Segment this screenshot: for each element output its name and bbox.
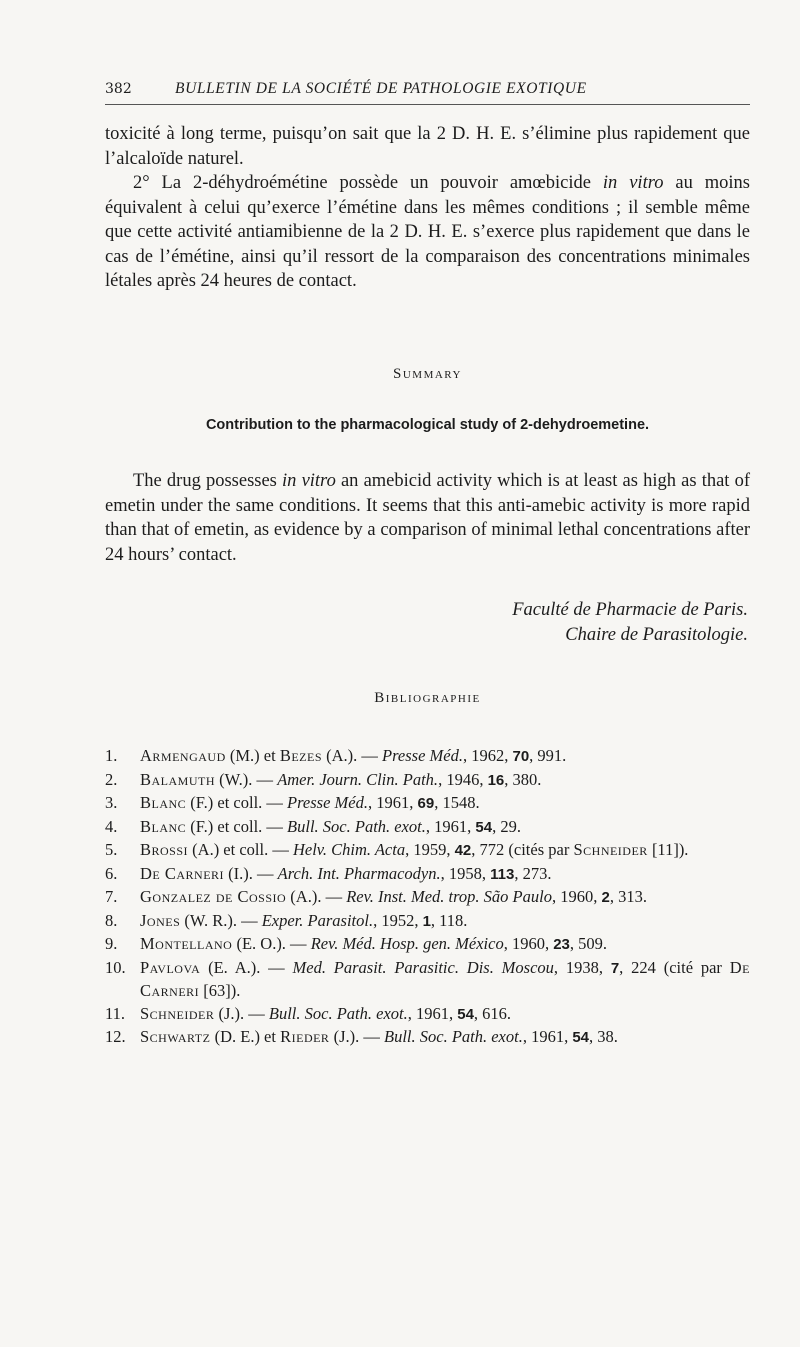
reference-author: Montellano bbox=[140, 934, 233, 953]
reference-cited-ref: [63]). bbox=[199, 981, 241, 1000]
summary-start: The drug possesses bbox=[133, 471, 283, 491]
reference-pages: , 29. bbox=[492, 816, 521, 836]
running-header bbox=[105, 78, 750, 100]
reference-author: De Carneri bbox=[140, 863, 225, 883]
reference-body bbox=[140, 1003, 750, 1027]
reference-cited-author: Schneider bbox=[573, 840, 648, 859]
reference-item bbox=[105, 745, 750, 769]
reference-year: , 1961, bbox=[368, 793, 418, 812]
reference-journal: Med. Parasit. Parasitic. Dis. Moscou bbox=[292, 957, 554, 977]
reference-body bbox=[140, 1026, 750, 1050]
reference-journal: Bull. Soc. Path. exot. bbox=[287, 816, 426, 836]
reference-item bbox=[105, 886, 750, 910]
reference-text: (A.). — bbox=[322, 746, 383, 765]
summary-italic: in vitro bbox=[282, 471, 336, 491]
reference-text: (J.). — bbox=[329, 1027, 384, 1046]
header-rule bbox=[105, 104, 750, 105]
reference-pages: , 38. bbox=[589, 1027, 618, 1046]
reference-cited-ref: [11]). bbox=[647, 840, 689, 859]
reference-body bbox=[140, 863, 750, 887]
reference-pages: , 273. bbox=[514, 863, 552, 883]
reference-text: (E. O.). — bbox=[232, 934, 311, 953]
reference-number: 1. bbox=[105, 746, 118, 765]
reference-journal: Presse Méd. bbox=[287, 793, 368, 812]
reference-item bbox=[105, 863, 750, 887]
reference-body bbox=[140, 769, 750, 793]
reference-number: 9. bbox=[105, 934, 118, 953]
reference-author: Brossi bbox=[140, 840, 189, 859]
reference-item bbox=[105, 769, 750, 793]
reference-body bbox=[140, 910, 750, 934]
reference-pages: , 1548. bbox=[434, 793, 480, 812]
summary-text bbox=[105, 469, 750, 567]
reference-volume: 54 bbox=[475, 818, 493, 836]
paragraph-2 bbox=[105, 171, 750, 294]
reference-body bbox=[140, 839, 750, 863]
reference-text: (J.). — bbox=[214, 1003, 269, 1023]
reference-item bbox=[105, 792, 750, 816]
summary-subtitle: Contribution to the pharmacological study of 2-dehydroemetine. bbox=[205, 417, 650, 433]
reference-item bbox=[105, 957, 750, 1003]
reference-text: (F.) et coll. — bbox=[186, 816, 288, 836]
reference-body bbox=[140, 933, 750, 957]
reference-pages: , 772 (cités par bbox=[471, 840, 574, 859]
reference-text: (A.) et coll. — bbox=[188, 840, 293, 859]
reference-volume: 16 bbox=[487, 771, 505, 789]
reference-number: 7. bbox=[105, 887, 118, 906]
reference-author: Balamuth bbox=[140, 769, 215, 789]
reference-body bbox=[140, 886, 750, 910]
reference-number: 5. bbox=[105, 840, 118, 859]
reference-cited-author: De Carneri bbox=[140, 957, 750, 1000]
paragraph-2-end: au moins équivalent à celui qu’exerce l’émétine dans les mêmes conditions ; il semble même que cette activité antiamibienne de la 2 D. H. E. s’exerce plus rapidement que dans le cas de l’émétine, ainsi qu’il ressort de la comparaison des concentrations minimales létales après 24 heures de contact. bbox=[105, 173, 750, 291]
reference-volume: 113 bbox=[490, 865, 515, 883]
reference-author: Blanc bbox=[140, 816, 187, 836]
reference-volume: 7 bbox=[610, 959, 620, 977]
reference-journal: Bull. Soc. Path. exot. bbox=[268, 1003, 408, 1023]
reference-volume: 54 bbox=[457, 1005, 474, 1023]
reference-year: , 1946, bbox=[438, 769, 488, 789]
affiliation-line-1: Faculté de Pharmacie de Paris. bbox=[512, 600, 748, 620]
reference-author: Blanc bbox=[140, 793, 187, 812]
reference-coauthor: Bezes bbox=[279, 746, 322, 765]
reference-number: 10. bbox=[105, 957, 126, 977]
summary-paragraph bbox=[105, 469, 750, 567]
reference-year: , 1958, bbox=[440, 863, 491, 883]
reference-year: , 1960, bbox=[503, 934, 554, 953]
reference-pages: , 991. bbox=[529, 746, 567, 765]
reference-volume: 23 bbox=[553, 936, 570, 953]
reference-body bbox=[140, 816, 750, 840]
reference-text: (A.). — bbox=[286, 887, 347, 906]
reference-pages: , 313. bbox=[609, 887, 647, 906]
reference-text: (F.) et coll. — bbox=[186, 793, 288, 812]
reference-number: 4. bbox=[105, 816, 118, 836]
reference-text: (W.). — bbox=[215, 769, 278, 789]
reference-item bbox=[105, 1026, 750, 1050]
reference-journal: Exper. Parasitol. bbox=[261, 910, 374, 930]
reference-item bbox=[105, 816, 750, 840]
reference-year: , 1962, bbox=[462, 746, 513, 765]
reference-author: Gonzalez de Cossio bbox=[140, 887, 287, 906]
reference-item bbox=[105, 1003, 750, 1027]
reference-item bbox=[105, 933, 750, 957]
bibliography-list bbox=[105, 745, 750, 1050]
reference-body bbox=[140, 792, 750, 816]
reference-journal: Amer. Journ. Clin. Path. bbox=[277, 769, 439, 789]
page-number: 382 bbox=[105, 81, 132, 97]
paragraph-2-italic: in vitro bbox=[602, 173, 664, 193]
reference-number: 8. bbox=[105, 910, 118, 930]
reference-author: Schwartz bbox=[140, 1027, 211, 1046]
reference-number: 3. bbox=[105, 793, 118, 812]
reference-year: , 1938, bbox=[553, 957, 611, 977]
affiliation-line-2: Chaire de Parasitologie. bbox=[565, 624, 748, 645]
reference-text: (M.) et bbox=[225, 746, 280, 765]
reference-journal: Rev. Méd. Hosp. gen. México bbox=[310, 934, 504, 953]
reference-year: , 1952, bbox=[373, 910, 423, 930]
reference-journal: Arch. Int. Pharmacodyn. bbox=[277, 863, 441, 883]
reference-text: (I.). — bbox=[224, 863, 278, 883]
reference-body bbox=[140, 745, 750, 769]
reference-item bbox=[105, 910, 750, 934]
reference-author: Armengaud bbox=[140, 746, 226, 765]
journal-title: BULLETIN DE LA SOCIÉTÉ DE PATHOLOGIE EXOTIQUE bbox=[175, 80, 587, 97]
reference-volume: 2 bbox=[601, 889, 610, 906]
reference-coauthor: Rieder bbox=[280, 1027, 330, 1046]
reference-year: , 1961, bbox=[425, 816, 476, 836]
reference-journal: Bull. Soc. Path. exot. bbox=[384, 1027, 523, 1046]
affiliation bbox=[512, 598, 748, 647]
reference-year: , 1959, bbox=[405, 840, 455, 859]
reference-number: 11. bbox=[105, 1003, 126, 1023]
paragraph-1: toxicité à long terme, puisqu’on sait que la 2 D. H. E. s’élimine plus rapidement que l’alcaloïde naturel. bbox=[105, 124, 750, 169]
reference-journal: Presse Méd. bbox=[382, 746, 463, 765]
reference-year: , 1961, bbox=[522, 1027, 573, 1046]
reference-number: 2. bbox=[105, 769, 118, 789]
summary-heading: Summary bbox=[393, 366, 462, 382]
reference-volume: 54 bbox=[572, 1029, 590, 1046]
reference-author: Pavlova bbox=[140, 957, 201, 977]
reference-text: (W. R.). — bbox=[180, 910, 262, 930]
reference-journal: Rev. Inst. Med. trop. São Paulo bbox=[346, 887, 552, 906]
reference-volume: 70 bbox=[512, 748, 530, 765]
reference-journal: Helv. Chim. Acta bbox=[292, 840, 406, 859]
reference-pages: , 616. bbox=[473, 1003, 512, 1023]
reference-volume: 42 bbox=[454, 842, 472, 859]
reference-text: (E. A.). — bbox=[200, 957, 293, 977]
reference-year: , 1961, bbox=[407, 1003, 458, 1023]
reference-author: Schneider bbox=[140, 1003, 215, 1023]
bibliography-heading: Bibliographie bbox=[374, 690, 481, 706]
reference-volume: 1 bbox=[422, 912, 431, 930]
conclusion-text bbox=[105, 122, 750, 294]
summary-end: an amebicid activity which is at least as high as that of emetin under the same conditions. It seems that this anti-amebic activity is more rapid than that of emetin, as evidence by a comparison of minimal lethal concentrations after 24 hours’ contact. bbox=[105, 471, 750, 565]
reference-item bbox=[105, 839, 750, 863]
reference-pages: , 509. bbox=[569, 934, 608, 953]
paragraph-2-start: 2° La 2-déhydroémétine possède un pouvoir amœbicide bbox=[133, 173, 603, 193]
reference-body bbox=[140, 957, 750, 1003]
reference-year: , 1960, bbox=[551, 887, 602, 906]
reference-text: (D. E.) et bbox=[210, 1027, 281, 1046]
reference-number: 6. bbox=[105, 863, 118, 883]
show-through-text bbox=[105, 1120, 750, 1148]
reference-pages: , 118. bbox=[430, 910, 468, 930]
reference-pages: , 380. bbox=[504, 769, 542, 789]
reference-author: Jones bbox=[140, 910, 181, 930]
reference-pages: , 224 (cité par bbox=[619, 957, 730, 977]
reference-volume: 69 bbox=[417, 795, 435, 812]
reference-number: 12. bbox=[105, 1027, 126, 1046]
